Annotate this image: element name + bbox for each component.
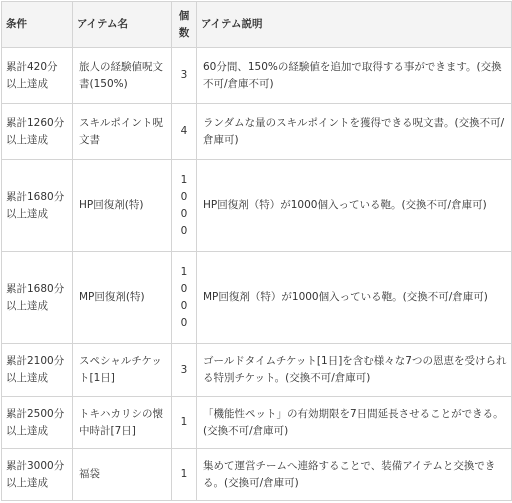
row-condition: 累計3000分以上達成 [2,449,73,501]
table-row [2,397,512,449]
count-digit: 0 [180,190,188,203]
row-condition: 累計2500分以上達成 [2,397,73,449]
row-condition: 累計1680分以上達成 [2,160,73,252]
row-description: 「機能性ペット」の有効期限を7日間延長させることができる。(交換不可/倉庫可) [197,397,512,449]
count-digit: 0 [180,224,188,237]
row-count-vertical [178,172,190,240]
table-row [2,104,512,160]
row-condition: 累計1680分以上達成 [2,252,73,344]
row-condition: 累計420分以上達成 [2,48,73,104]
row-description: MP回復剤（特）が1000個入っている鞄。(交換不可/倉庫可) [197,252,512,344]
row-description: 集めて運営チームへ連絡することで、装備アイテムと交換できる。(交換可/倉庫可) [197,449,512,501]
row-description: ゴールドタイムチケット[1日]を含む様々な7つの恩恵を受けられる特別チケット。(交換不可/倉庫可) [197,344,512,397]
row-item-name: スペシャルチケット[1日] [73,344,172,397]
table-row [2,48,512,104]
count-digit: 0 [180,282,188,295]
count-digit: 1 [180,173,188,186]
header-row [2,2,512,48]
header-count [172,2,197,48]
table-row [2,344,512,397]
row-count-vertical [178,264,190,332]
row-description: 60分間、150%の経験値を追加で取得する事ができます。(交換不可/倉庫不可) [197,48,512,104]
table-row [2,252,512,344]
header-item-name: アイテム名 [73,2,172,48]
header-count-char-1: 個 [178,9,190,22]
row-item-name: MP回復剤(特) [73,252,172,344]
header-description: アイテム説明 [197,2,512,48]
row-item-name: トキハカリシの懐中時計[7日] [73,397,172,449]
row-count: 1 [172,449,197,501]
count-digit: 1 [180,265,188,278]
row-condition: 累計1260分以上達成 [2,104,73,160]
row-condition: 累計2100分以上達成 [2,344,73,397]
count-digit: 0 [180,207,188,220]
rewards-table [1,1,512,501]
row-item-name: HP回復剤(特) [73,160,172,252]
count-digit: 0 [180,299,188,312]
row-description: HP回復剤（特）が1000個入っている鞄。(交換不可/倉庫可) [197,160,512,252]
table-row [2,449,512,501]
row-item-name: 旅人の経験値呪文書(150%) [73,48,172,104]
header-count-char-2: 数 [178,26,190,39]
header-condition: 条件 [2,2,73,48]
row-count: 3 [172,48,197,104]
row-count [172,160,197,252]
row-count: 4 [172,104,197,160]
row-count [172,252,197,344]
row-count: 3 [172,344,197,397]
table-row [2,160,512,252]
row-count: 1 [172,397,197,449]
row-item-name: スキルポイント呪文書 [73,104,172,160]
count-digit: 0 [180,316,188,329]
row-description: ランダムな量のスキルポイントを獲得できる呪文書。(交換不可/倉庫可) [197,104,512,160]
row-item-name: 福袋 [73,449,172,501]
